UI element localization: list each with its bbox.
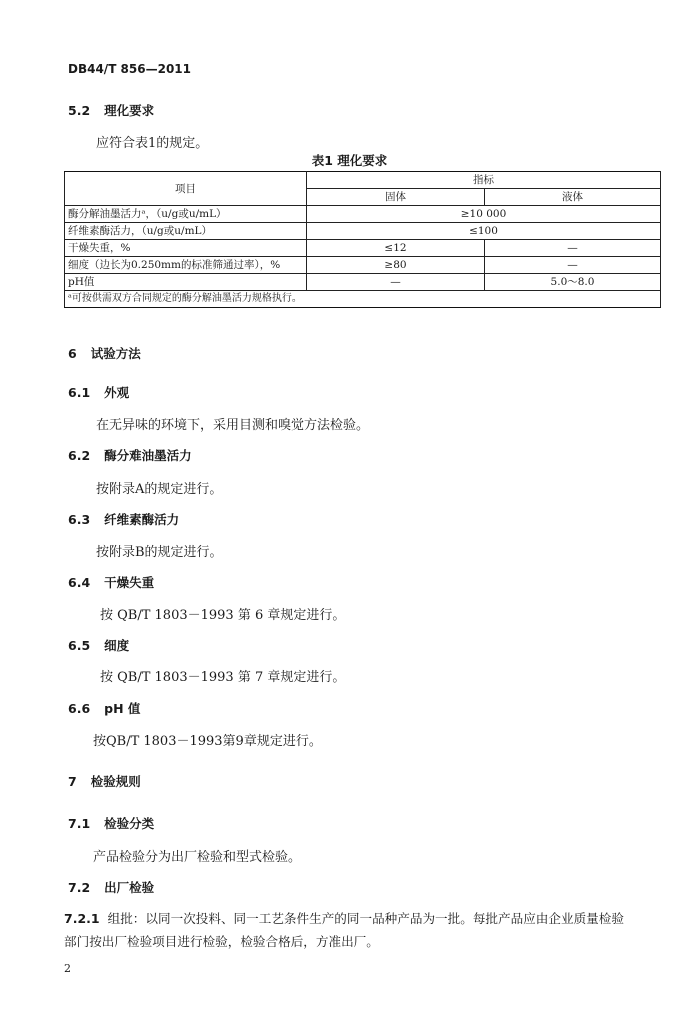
section-number: 6.3 — [68, 512, 91, 527]
paragraph-6-2: 按附录A的规定进行。 — [96, 482, 223, 497]
table-note-row — [65, 291, 661, 308]
cell-solid: — — [307, 274, 485, 291]
table-row — [65, 223, 661, 240]
heading-6-5 — [68, 636, 129, 654]
paragraph-5-2: 应符合表1的规定。 — [96, 136, 209, 151]
section-number: 5.2 — [68, 103, 91, 118]
section-title: 外观 — [104, 385, 130, 400]
paragraph-7-1: 产品检验分为出厂检验和型式检验。 — [93, 850, 302, 865]
section-number: 6.1 — [68, 385, 91, 400]
paragraph-6-1: 在无异味的环境下，采用目测和嗅觉方法检验。 — [96, 418, 370, 433]
section-number: 6.5 — [68, 638, 91, 653]
section-title: 细度 — [104, 638, 130, 653]
cell-item: pH值 — [65, 274, 307, 291]
heading-6-6 — [68, 699, 140, 717]
paragraph-6-6: 按QB/T 1803－1993第9章规定进行。 — [93, 734, 322, 749]
section-number: 6.4 — [68, 575, 91, 590]
section-title: 检验规则 — [90, 774, 141, 789]
header-liquid: 液体 — [485, 189, 661, 206]
cell-item: 纤维素酶活力，（u/g或u/mL） — [65, 223, 307, 240]
cell-merged: ≤100 — [307, 223, 661, 240]
paragraph-6-3: 按附录B的规定进行。 — [96, 545, 223, 560]
page-number: 2 — [64, 962, 71, 975]
cell-solid: ≥80 — [307, 257, 485, 274]
paragraph-7-2-1-line-2: 部门按出厂检验项目进行检验，检验合格后，方准出厂。 — [64, 934, 379, 949]
table-row — [65, 257, 661, 274]
paragraph-6-4: 按 QB/T 1803－1993 第 6 章规定进行。 — [100, 608, 346, 623]
header-solid: 固体 — [307, 189, 485, 206]
section-title: 纤维素酶活力 — [104, 512, 180, 527]
section-title: 试验方法 — [90, 346, 141, 361]
heading-7-1 — [68, 814, 154, 832]
clause-number: 7.2.1 — [64, 911, 100, 926]
section-number: 7 — [68, 774, 77, 789]
header-item: 项目 — [65, 172, 307, 206]
section-number: 7.1 — [68, 816, 91, 831]
section-title: 出厂检验 — [104, 880, 155, 895]
cell-merged: ≥10 000 — [307, 206, 661, 223]
standard-number: DB44/T 856—2011 — [68, 62, 191, 76]
cell-liquid: — — [485, 257, 661, 274]
heading-7-2 — [68, 878, 154, 896]
heading-6-4 — [68, 573, 154, 591]
section-title: 检验分类 — [104, 816, 155, 831]
cell-item: 细度（边长为0.250mm的标准筛通过率），% — [65, 257, 307, 274]
section-number: 6 — [68, 346, 77, 361]
cell-item: 干燥失重，% — [65, 240, 307, 257]
heading-5-2 — [68, 101, 154, 119]
table-row — [65, 240, 661, 257]
heading-6-2 — [68, 446, 192, 464]
heading-7 — [68, 772, 141, 790]
section-number: 7.2 — [68, 880, 91, 895]
clause-text: 组批：以同一次投料、同一工艺条件生产的同一品种产品为一批。每批产品应由企业质量检验 — [107, 911, 624, 926]
table-caption: 表1 理化要求 — [311, 153, 388, 168]
table-row — [65, 274, 661, 291]
section-title: 酶分难油墨活力 — [104, 448, 192, 463]
heading-6-1 — [68, 383, 129, 401]
section-number: 6.2 — [68, 448, 91, 463]
table-note: ᵃ可按供需双方合同规定的酶分解油墨活力规格执行。 — [65, 291, 661, 308]
requirements-table — [64, 171, 661, 308]
cell-liquid: — — [485, 240, 661, 257]
cell-liquid: 5.0～8.0 — [485, 274, 661, 291]
table-row — [65, 206, 661, 223]
section-title: pH 值 — [104, 701, 141, 716]
cell-solid: ≤12 — [307, 240, 485, 257]
paragraph-6-5: 按 QB/T 1803－1993 第 7 章规定进行。 — [100, 670, 346, 685]
section-title: 理化要求 — [104, 103, 155, 118]
section-number: 6.6 — [68, 701, 91, 716]
cell-item: 酶分解油墨活力ᵃ，（u/g或u/mL） — [65, 206, 307, 223]
header-index: 指标 — [307, 172, 661, 189]
section-title: 干燥失重 — [104, 575, 155, 590]
paragraph-7-2-1-line-1 — [64, 908, 624, 927]
heading-6 — [68, 344, 141, 362]
heading-6-3 — [68, 510, 179, 528]
